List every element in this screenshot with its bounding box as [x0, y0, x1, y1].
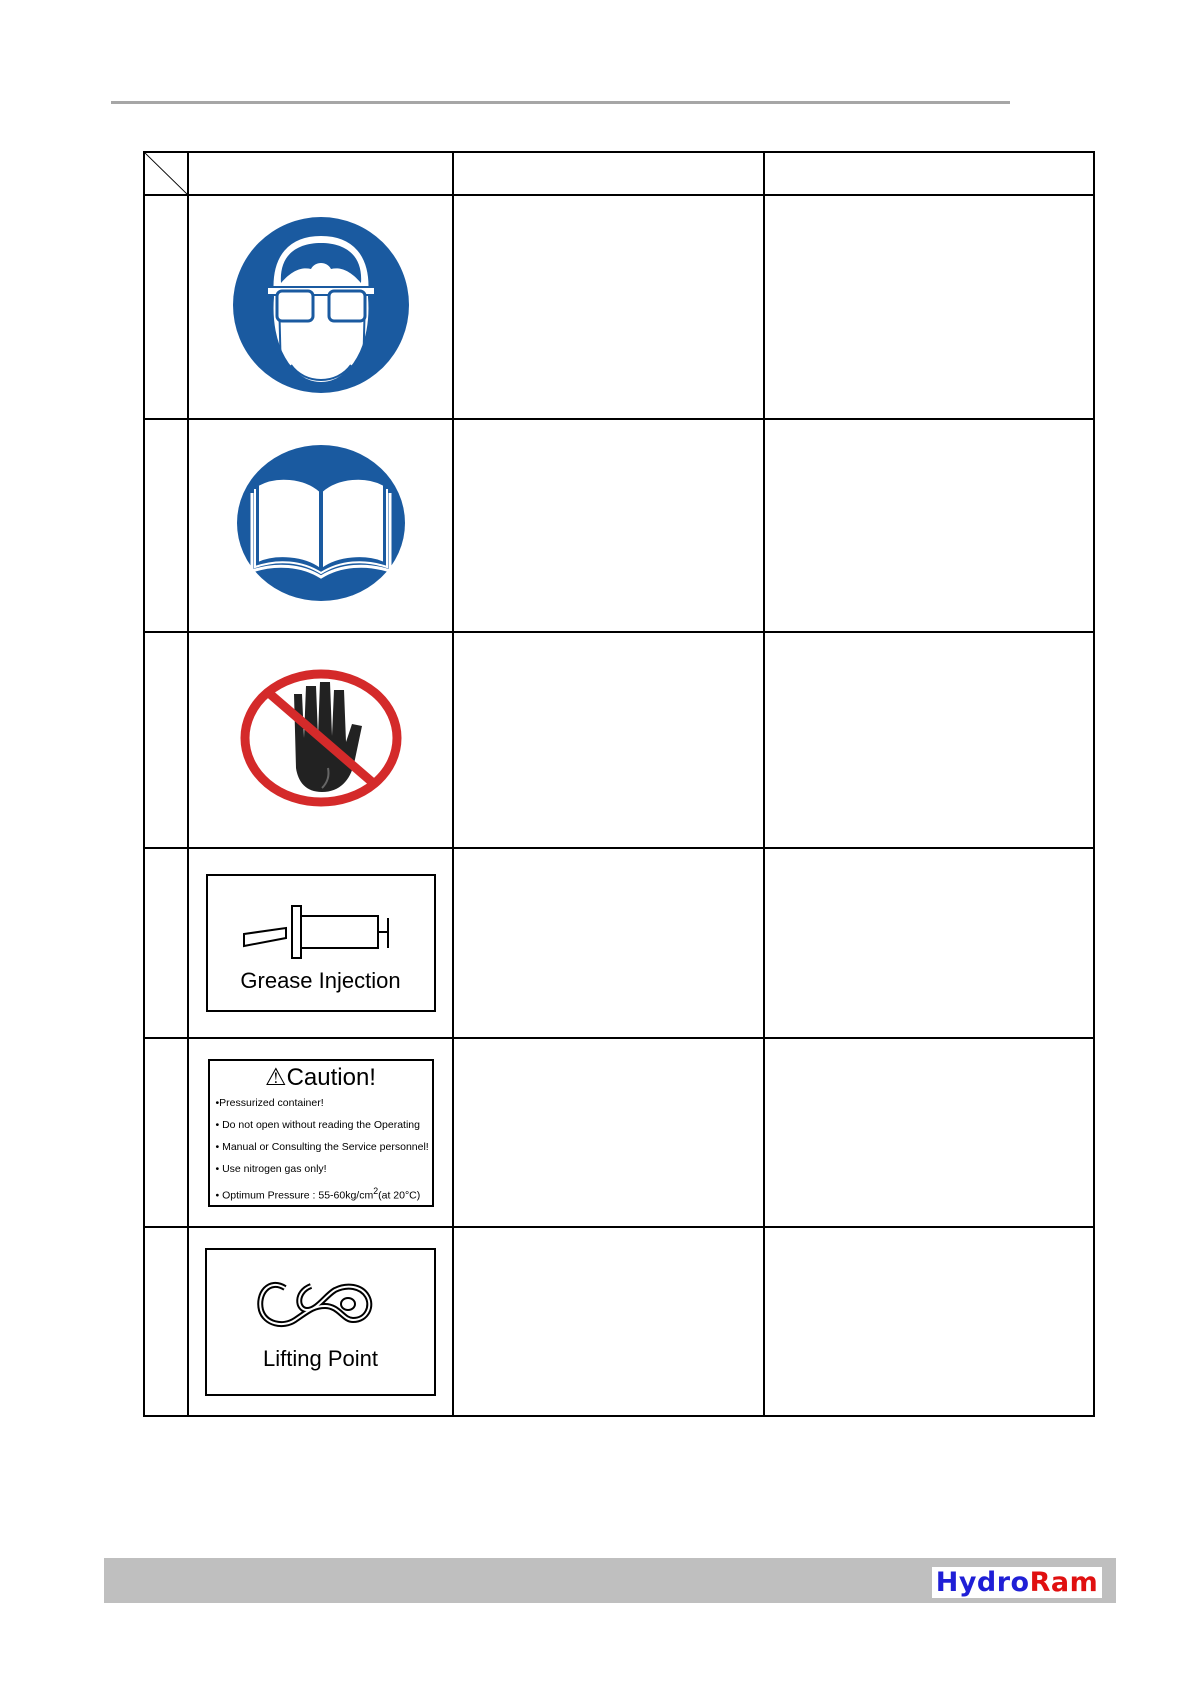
- header-rule: [111, 101, 1010, 104]
- caution-line: • Use nitrogen gas only!: [215, 1162, 327, 1175]
- grease-injection-label: [206, 874, 436, 1012]
- row-number-cell: [144, 848, 188, 1038]
- table-row: [144, 195, 1094, 419]
- row-col3-cell: [764, 848, 1094, 1038]
- row-number-cell: [144, 419, 188, 632]
- row-col3-cell: [764, 195, 1094, 419]
- caution-label: [208, 1059, 434, 1207]
- sign-cell: [188, 632, 453, 848]
- caution-line: • Do not open without reading the Operating: [215, 1118, 420, 1131]
- eye-protection-icon: [231, 215, 411, 395]
- table-row: [144, 1038, 1094, 1227]
- row-number-cell: [144, 195, 188, 419]
- row-col2-cell: [453, 1227, 764, 1416]
- caution-line: •Pressurized container!: [215, 1096, 324, 1109]
- row-col2-cell: [453, 1038, 764, 1227]
- lifting-point-label: [205, 1248, 436, 1396]
- lifting-point-caption: Lifting Point: [263, 1345, 378, 1371]
- column-header-2: [453, 152, 764, 195]
- lifting-hook-icon: [207, 1250, 434, 1346]
- caution-text: [210, 1092, 432, 1207]
- caution-line: • Manual or Consulting the Service personnel!: [215, 1140, 429, 1153]
- sign-cell: [188, 1227, 453, 1416]
- read-manual-icon: [236, 443, 406, 603]
- warning-triangle-icon: ⚠: [265, 1063, 287, 1091]
- sign-cell: [188, 195, 453, 419]
- row-col2-cell: [453, 848, 764, 1038]
- row-number-cell: [144, 1038, 188, 1227]
- caution-line: • Optimum Pressure : $55-60kg/cm^2(at$ 20°C): [215, 1185, 421, 1201]
- sign-cell: [188, 848, 453, 1038]
- table-row: [144, 419, 1094, 632]
- table-row: [144, 848, 1094, 1038]
- row-col3-cell: [764, 632, 1094, 848]
- sign-cell: [188, 1038, 453, 1227]
- table-row: [144, 632, 1094, 848]
- row-number-cell: [144, 1227, 188, 1416]
- row-col3-cell: [764, 419, 1094, 632]
- column-header-1: [188, 152, 453, 195]
- table-row: [144, 1227, 1094, 1416]
- safety-symbol-table: [143, 151, 1095, 1417]
- row-col2-cell: [453, 195, 764, 419]
- row-col3-cell: [764, 1038, 1094, 1227]
- do-not-touch-icon: [236, 668, 406, 808]
- table-header-row: [144, 152, 1094, 195]
- grease-injection-caption: Grease Injection: [240, 968, 401, 993]
- row-number-cell: [144, 632, 188, 848]
- row-col2-cell: [453, 632, 764, 848]
- hydroram-logo: HydroRam: [932, 1567, 1102, 1598]
- diagonal-line: [145, 153, 187, 194]
- caution-title: Caution!: [286, 1063, 376, 1091]
- corner-cell: [144, 152, 188, 195]
- row-col2-cell: [453, 419, 764, 632]
- row-col3-cell: [764, 1227, 1094, 1416]
- column-header-3: [764, 152, 1094, 195]
- sign-cell: [188, 419, 453, 632]
- grease-gun-icon: [208, 876, 434, 966]
